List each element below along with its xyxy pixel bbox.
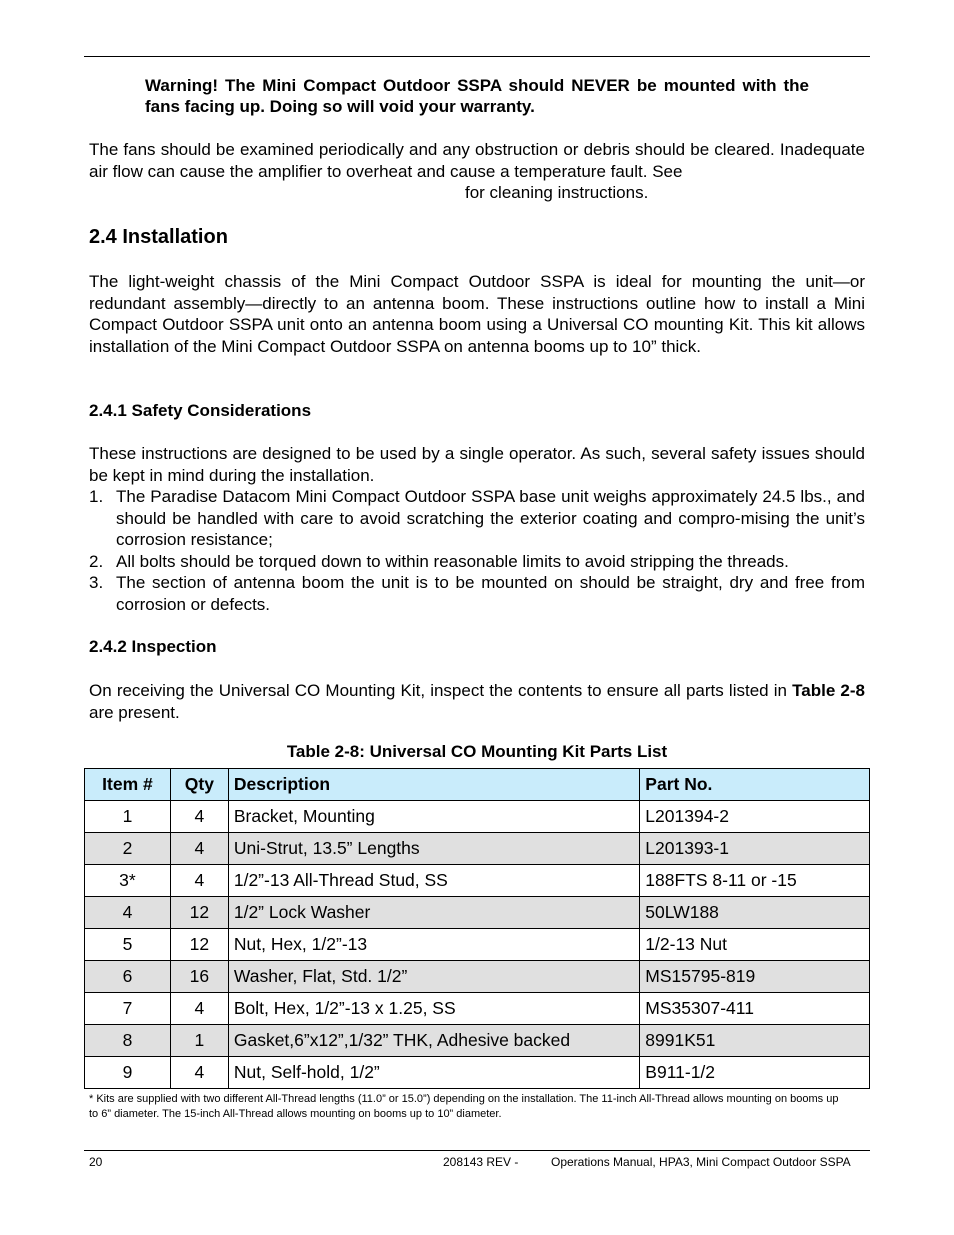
cell-description: Uni-Strut, 13.5” Lengths bbox=[228, 833, 639, 865]
cell-qty: 1 bbox=[170, 1025, 228, 1057]
cell-description: Washer, Flat, Std. 1/2” bbox=[228, 961, 639, 993]
cell-part-no: 8991K51 bbox=[640, 1025, 870, 1057]
cell-item: 3* bbox=[85, 865, 171, 897]
cell-qty: 12 bbox=[170, 929, 228, 961]
cell-description: Bracket, Mounting bbox=[228, 801, 639, 833]
table-reference-link[interactable]: Table 2-8 bbox=[792, 681, 865, 700]
cell-part-no: 50LW188 bbox=[640, 897, 870, 929]
cell-description: Nut, Hex, 1/2”-13 bbox=[228, 929, 639, 961]
table-row bbox=[85, 993, 870, 1025]
cell-qty: 4 bbox=[170, 833, 228, 865]
cell-qty: 4 bbox=[170, 993, 228, 1025]
cell-part-no: B911-1/2 bbox=[640, 1057, 870, 1089]
cell-qty: 4 bbox=[170, 801, 228, 833]
inspection-paragraph bbox=[89, 680, 865, 723]
footer-rule bbox=[84, 1150, 870, 1151]
cell-qty: 4 bbox=[170, 865, 228, 897]
cell-item: 1 bbox=[85, 801, 171, 833]
table-row bbox=[85, 833, 870, 865]
table-row bbox=[85, 865, 870, 897]
table-header-row bbox=[85, 769, 870, 801]
list-item bbox=[89, 572, 865, 615]
cell-part-no: L201394-2 bbox=[640, 801, 870, 833]
list-number: 2. bbox=[89, 551, 104, 571]
list-number: 3. bbox=[89, 573, 104, 593]
list-text: The section of antenna boom the unit is to be mounted on should be straight, dry and free from corrosion or defects. bbox=[116, 573, 865, 614]
doc-title: Operations Manual, HPA3, Mini Compact Outdoor SSPA bbox=[551, 1155, 851, 1169]
header-description: Description bbox=[228, 769, 639, 801]
cell-qty: 12 bbox=[170, 897, 228, 929]
header-part-no: Part No. bbox=[640, 769, 870, 801]
list-item bbox=[89, 486, 865, 551]
page-number: 20 bbox=[89, 1155, 103, 1169]
warning-note: Warning! The Mini Compact Outdoor SSPA should NEVER be mounted with the fans facing up. Doing so will void your warranty. bbox=[145, 76, 809, 116]
header-qty: Qty bbox=[170, 769, 228, 801]
cell-qty: 4 bbox=[170, 1057, 228, 1089]
list-text: All bolts should be torqued down to within reasonable limits to avoid stripping the threads. bbox=[116, 551, 789, 571]
inspection-text-before: On receiving the Universal CO Mounting Kit, inspect the contents to ensure all parts listed in bbox=[89, 681, 787, 700]
safety-list bbox=[89, 486, 865, 616]
cell-part-no: 1/2-13 Nut bbox=[640, 929, 870, 961]
cell-item: 8 bbox=[85, 1025, 171, 1057]
cell-description: Gasket,6”x12”,1/32” THK, Adhesive backed bbox=[228, 1025, 639, 1057]
parts-table bbox=[84, 768, 870, 1089]
cell-item: 2 bbox=[85, 833, 171, 865]
doc-number: 208143 REV - bbox=[443, 1155, 519, 1169]
cell-qty: 16 bbox=[170, 961, 228, 993]
table-footnote: * Kits are supplied with two different All-Thread lengths (11.0” or 15.0”) depending on the installation. The 11-inch All-Thread allows mounting on booms up to 6” diameter. The 15-inch All-Thread allows mounting on booms up to 10” diameter. bbox=[89, 1093, 839, 1120]
fans-paragraph-text: The fans should be examined periodically and any obstruction or debris should be cleared. Inadequate air flow can cause the amplifier to overheat and cause a temperature fault. See bbox=[89, 140, 865, 181]
intro-paragraph: The light-weight chassis of the Mini Compact Outdoor SSPA is ideal for mounting the unit—or redundant assembly—directly to an antenna boom. These instructions outline how to install a Mini Compact Outdoor SSPA unit onto an antenna boom using a Universal CO mounting Kit. This kit allows installation of the Mini Compact Outdoor SSPA on antenna booms up to 10” thick. bbox=[89, 272, 865, 356]
list-item bbox=[89, 551, 865, 573]
list-text: The Paradise Datacom Mini Compact Outdoor SSPA base unit weighs approximately 24.5 lbs., and should be handled with care to avoid scratching the exterior coating and compro-mising the unit’s corrosion resistance; bbox=[116, 487, 865, 550]
table-row bbox=[85, 929, 870, 961]
table-row bbox=[85, 801, 870, 833]
fans-paragraph-tail: for cleaning instructions. bbox=[465, 183, 649, 202]
cell-part-no: L201393-1 bbox=[640, 833, 870, 865]
cell-part-no: 188FTS 8-11 or -15 bbox=[640, 865, 870, 897]
cell-description: 1/2”-13 All-Thread Stud, SS bbox=[228, 865, 639, 897]
cell-item: 6 bbox=[85, 961, 171, 993]
list-number: 1. bbox=[89, 487, 104, 506]
table-caption: Table 2-8: Universal CO Mounting Kit Parts List bbox=[286, 742, 668, 761]
cell-description: 1/2” Lock Washer bbox=[228, 897, 639, 929]
section-heading: 2.4 Installation bbox=[89, 226, 228, 248]
safety-intro: These instructions are designed to be used by a single operator. As such, several safety issues should be kept in mind during the installation. bbox=[89, 444, 865, 485]
table-row bbox=[85, 897, 870, 929]
header-item: Item # bbox=[85, 769, 171, 801]
cell-description: Bolt, Hex, 1/2”-13 x 1.25, SS bbox=[228, 993, 639, 1025]
inspection-text-after: are present. bbox=[89, 702, 180, 722]
safety-heading: 2.4.1 Safety Considerations bbox=[89, 401, 312, 420]
cell-item: 4 bbox=[85, 897, 171, 929]
cell-part-no: MS35307-411 bbox=[640, 993, 870, 1025]
cell-item: 9 bbox=[85, 1057, 171, 1089]
header-rule bbox=[84, 56, 870, 57]
cell-description: Nut, Self-hold, 1/2” bbox=[228, 1057, 639, 1089]
fans-paragraph bbox=[89, 139, 865, 182]
cell-item: 5 bbox=[85, 929, 171, 961]
table-row bbox=[85, 961, 870, 993]
table-row bbox=[85, 1057, 870, 1089]
cell-part-no: MS15795-819 bbox=[640, 961, 870, 993]
inspection-heading: 2.4.2 Inspection bbox=[89, 637, 217, 656]
cell-item: 7 bbox=[85, 993, 171, 1025]
table-row bbox=[85, 1025, 870, 1057]
